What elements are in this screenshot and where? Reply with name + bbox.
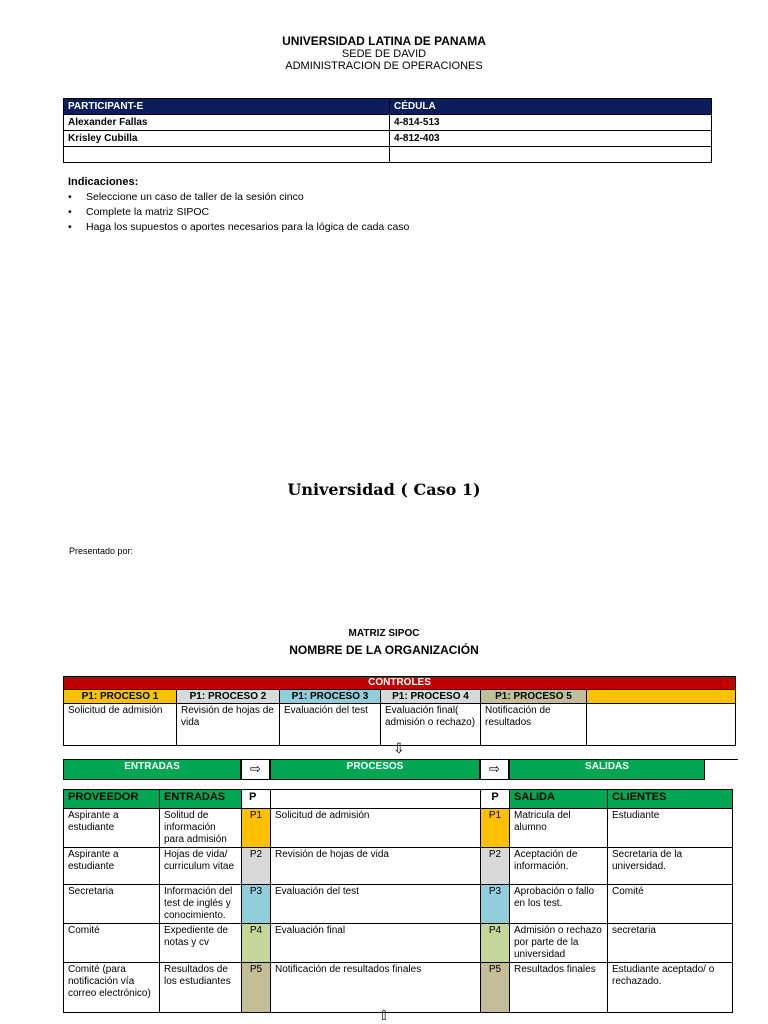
process-code: P3	[481, 885, 510, 924]
customers-header: CLIENTES	[608, 790, 733, 809]
participant-id: 4-812-403	[390, 131, 712, 147]
matrix-title: MATRIZ SIPOC	[348, 628, 420, 639]
output-cell: Aprobación o fallo en los test.	[510, 885, 608, 924]
process-header	[271, 790, 481, 809]
customer-cell: Estudiante	[608, 809, 733, 848]
process-code: P4	[242, 924, 271, 963]
control-detail: Evaluación final( admisión o rechazo)	[381, 704, 481, 746]
supplier-cell: Secretaria	[64, 885, 160, 924]
process-header-1: P1: PROCESO 1	[64, 690, 177, 704]
output-cell: Matricula del alumno	[510, 809, 608, 848]
input-cell: Expediente de notas y cv	[160, 924, 242, 963]
process-code: P5	[481, 963, 510, 1013]
input-cell: Resultados de los estudiantes	[160, 963, 242, 1013]
process-header-3: P1: PROCESO 3	[280, 690, 381, 704]
process-code: P5	[242, 963, 271, 1013]
process-cell: Evaluación del test	[271, 885, 481, 924]
presented-by-label: Presentado por:	[69, 546, 134, 556]
process-cell: Solicitud de admisión	[271, 809, 481, 848]
output-cell: Admisión o rechazo por parte de la universidad	[510, 924, 608, 963]
input-cell: Información del test de inglés y conocimiento.	[160, 885, 242, 924]
indications-section	[68, 176, 409, 235]
organization-name: NOMBRE DE LA ORGANIZACIÓN	[289, 643, 479, 657]
entradas-box: ENTRADAS	[63, 759, 241, 780]
table-row	[64, 147, 712, 163]
salidas-box: SALIDAS	[509, 759, 705, 780]
table-row	[64, 885, 733, 924]
table-row	[64, 924, 733, 963]
sipoc-header-row	[64, 790, 733, 809]
supplier-cell: Aspirante a estudiante	[64, 848, 160, 885]
up-arrow-icon: ⇧	[378, 1007, 390, 1023]
table-row	[64, 115, 712, 131]
right-arrow-icon: ⇨	[480, 759, 509, 780]
control-detail: Notificación de resultados	[481, 704, 587, 746]
control-detail: Solicitud de admisión	[64, 704, 177, 746]
table-row	[64, 963, 733, 1013]
process-cell: Evaluación final	[271, 924, 481, 963]
list-item: • Haga los supuestos o aportes necesarios para la lógica de cada caso	[68, 220, 409, 235]
down-arrow-icon: ⇩	[393, 740, 405, 756]
inputs-header: ENTRADAS	[160, 790, 242, 809]
right-arrow-icon: ⇨	[241, 759, 270, 780]
output-cell: Resultados finales	[510, 963, 608, 1013]
controls-table	[63, 676, 736, 746]
input-cell: Solitud de información para admisión	[160, 809, 242, 848]
participant-id: 4-814-513	[390, 115, 712, 131]
list-item: • Seleccione un caso de taller de la sesión cinco	[68, 190, 409, 205]
supplier-cell: Aspirante a estudiante	[64, 809, 160, 848]
customer-cell: Comité	[608, 885, 733, 924]
p-header: P	[242, 790, 271, 809]
process-code: P1	[242, 809, 271, 848]
control-detail	[587, 704, 736, 746]
process-code: P2	[242, 848, 271, 885]
customer-cell: Secretaria de la universidad.	[608, 848, 733, 885]
university-title: UNIVERSIDAD LATINA DE PANAMA	[282, 34, 486, 48]
participant-name: Alexander Fallas	[64, 115, 390, 131]
p-header: P	[481, 790, 510, 809]
customer-cell: Estudiante aceptado/ o rechazado.	[608, 963, 733, 1013]
participant-name	[64, 147, 390, 163]
table-row	[64, 131, 712, 147]
list-item: • Complete la matriz SIPOC	[68, 205, 409, 220]
participant-name: Krisley Cubilla	[64, 131, 390, 147]
campus-name: SEDE DE DAVID	[341, 48, 427, 60]
process-header-5: P1: PROCESO 5	[481, 690, 587, 704]
divider	[705, 759, 738, 760]
process-cell: Revisión de hojas de vida	[271, 848, 481, 885]
case-title: Universidad ( Caso 1)	[287, 480, 481, 499]
program-name: ADMINISTRACION DE OPERACIONES	[285, 60, 483, 72]
output-cell: Aceptación de información.	[510, 848, 608, 885]
table-row	[64, 809, 733, 848]
control-detail: Revisión de hojas de vida	[177, 704, 280, 746]
participants-header-row	[64, 99, 712, 115]
process-code: P1	[481, 809, 510, 848]
output-header: SALIDA	[510, 790, 608, 809]
process-code: P2	[481, 848, 510, 885]
indications-list	[68, 190, 409, 235]
process-code: P3	[242, 885, 271, 924]
supplier-header: PROVEEDOR	[64, 790, 160, 809]
input-cell: Hojas de vida/ curriculum vitae	[160, 848, 242, 885]
id-column-header: CÉDULA	[390, 99, 712, 115]
participant-column-header: PARTICIPANT-E	[64, 99, 390, 115]
customer-cell: secretaria	[608, 924, 733, 963]
process-cell: Notificación de resultados finales	[271, 963, 481, 1013]
controls-header: CONTROLES	[64, 677, 736, 690]
participants-table	[63, 98, 712, 163]
control-detail: Evaluación del test	[280, 704, 381, 746]
indications-title: Indicaciones:	[68, 176, 139, 188]
process-header-2: P1: PROCESO 2	[177, 690, 280, 704]
process-header-6	[587, 690, 736, 704]
supplier-cell: Comité (para notificación vía correo electrónico)	[64, 963, 160, 1013]
process-header-4: P1: PROCESO 4	[381, 690, 481, 704]
table-row	[64, 848, 733, 885]
supplier-cell: Comité	[64, 924, 160, 963]
participant-id	[390, 147, 712, 163]
process-code: P4	[481, 924, 510, 963]
sipoc-table	[63, 789, 733, 1013]
procesos-box: PROCESOS	[270, 759, 480, 780]
